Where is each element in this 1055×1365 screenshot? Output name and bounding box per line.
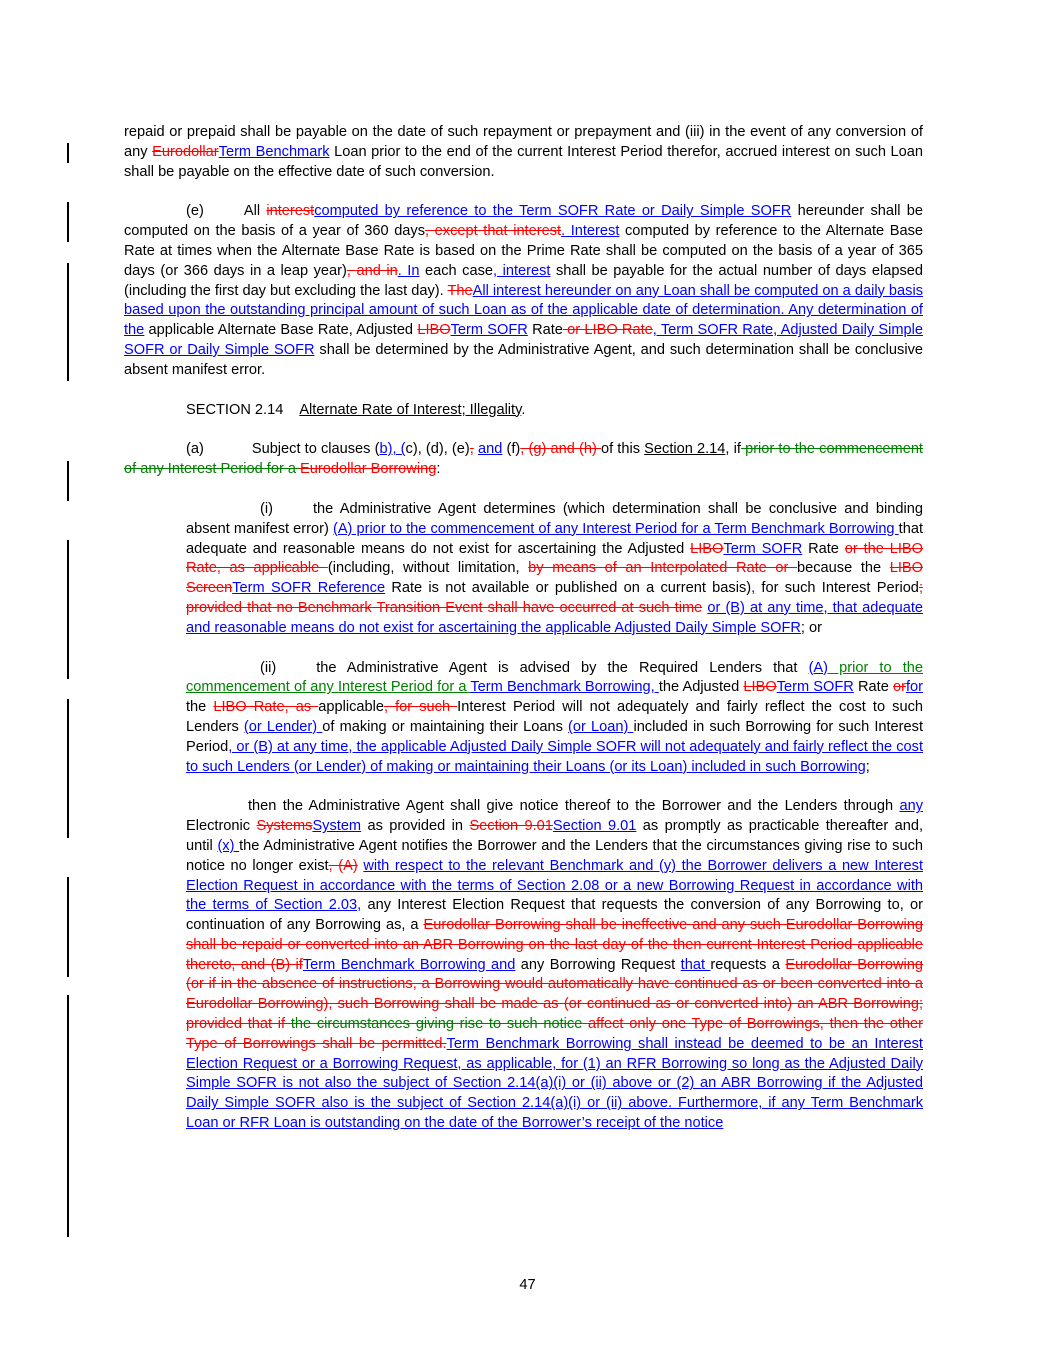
inserted-text: with respect to the relevant Benchmark and (y) the Borrower delivers a new Interest Election Request in accordance with the terms of Section 2.08 or a new Borrowing Request in accordance with the terms of Section 2.03, — [186, 857, 923, 914]
text-run: computed by reference to the Alternate Base Rate at times when the Alternate Base Rate is based on the Prime Rate shall be computed on the basis of a year of 365 days (or 366 days in a leap year) — [124, 223, 924, 279]
change-bar — [67, 461, 69, 501]
deleted-text: or LIBO Rate — [562, 322, 653, 339]
section-title: Alternate Rate of Interest; Illegality — [299, 401, 522, 418]
deleted-text: , for such — [383, 699, 458, 716]
text-run: the Administrative Agent determines (which determination shall be conclusive and binding absent manifest error) — [186, 500, 923, 537]
inserted-text: , — [751, 580, 756, 597]
text-run: as promptly as practicable thereafter and, until — [186, 818, 924, 854]
inserted-text: . Interest — [561, 223, 620, 240]
change-bar — [67, 143, 69, 163]
deleted-text: or the LIBO Rate, as applicable — [186, 540, 924, 577]
change-bar — [67, 877, 69, 977]
paragraph-ii — [186, 659, 923, 778]
change-bar — [67, 263, 69, 381]
text-run: ; — [865, 758, 870, 775]
inserted-text: Term Benchmark Borrowing and — [302, 956, 516, 973]
change-bar — [67, 995, 69, 1237]
text-run: Rate — [853, 679, 893, 696]
text-run: c), (d), (e) — [405, 441, 470, 458]
deleted-text: Systems — [256, 818, 313, 835]
text-run: the — [186, 699, 214, 716]
text-run: All — [243, 203, 267, 220]
text-run: Loan prior to the end of the current Interest Period therefor, accrued interest on such Loan shall be payable on the effective date of such conversion. — [124, 143, 924, 180]
deleted-text: , except that interest — [425, 223, 562, 240]
inserted-text: Term Benchmark — [218, 143, 330, 160]
deleted-text: LIBO Screen — [186, 560, 923, 597]
inserted-text: computed by reference to the Term SOFR Rate or Daily Simple SOFR — [314, 203, 792, 220]
deleted-text: Eurodollar Borrowing (or if in the absence of instructions, a Borrowing would automatically have continued as or been converted into a Eurodollar Borrowing), such Borrowing shall be made as (or continued as or converted into) an ABR Borrowing; provided that if — [186, 956, 923, 1033]
moved-deleted-text: prior to the commencement of any Interest Period for a — [124, 441, 923, 478]
text-run: any Borrowing Request — [515, 956, 681, 973]
deleted-text: The — [447, 282, 473, 299]
inserted-text: (or Lender) — [243, 718, 323, 735]
deleted-text: Section 9.01 — [469, 818, 553, 835]
text-run: any Interest Election Request that requests the conversion of any Borrowing to, or continuation of any Borrowing as, a — [186, 897, 924, 934]
inserted-text: Term Benchmark Borrowing shall instead be deemed to be an Interest Election Request or a Borrowing Request, as applicable, for (1) an RFR Borrowing so long as the Adjusted Daily Simple SOFR is not also the subject of Section 2.14(a)(i) or (ii) above or (2) an ABR Borrowing if the Adjusted Daily Simple SOFR also is the subject of Section 2.14(a)(i) or (ii) above. Furthermore, if any Term Benchmark Loan or RFR Loan is outstanding on the date of the Borrower’s receipt of the notice — [186, 1035, 923, 1132]
deleted-text: ; provided that no Benchmark Transition Event shall have occurred at such time — [186, 580, 923, 616]
paragraph-i — [186, 500, 923, 639]
inserted-text: All interest hereunder on any Loan shall be computed on a daily basis based upon the outstanding principal amount of such Loan as of the applicable date of determination. Any determination of the — [124, 282, 923, 339]
deleted-text: , — [469, 441, 474, 458]
section-number: SECTION 2.14 — [186, 401, 284, 418]
inserted-text: System — [312, 818, 362, 835]
text-run: each case — [419, 262, 494, 279]
deleted-text: Eurodollar Borrowing shall be ineffective and any such Eurodollar Borrowing shall be repaid or converted into an ABR Borrowing on the last day of the then current Interest Period applicable thereto, and (B) if — [186, 917, 923, 973]
inserted-text: (x) — [217, 837, 240, 854]
section-heading — [124, 401, 923, 421]
paragraph-e-text — [124, 203, 923, 377]
deleted-text: by means of an Interpolated Rate or — [528, 560, 798, 577]
deleted-text: affect only one Type of Borrowings, then the other Type of Borrowings shall be permitted. — [186, 1016, 923, 1052]
text-run: Rate — [802, 540, 845, 557]
text-run: the Administrative Agent notifies the Borrower and the Lenders that the circumstances giving rise to such notice no longer exist — [186, 837, 924, 874]
paragraph-interest-conversion — [124, 123, 923, 182]
paragraph-ii-text — [186, 660, 923, 775]
inserted-text: and — [478, 441, 503, 458]
paragraph-a — [124, 440, 923, 480]
deleted-text: , (g) and (h) — [520, 441, 601, 458]
deleted-text: Eurodollar — [152, 143, 219, 160]
inserted-text: for — [905, 679, 923, 696]
text-run: then the Administrative Agent shall give notice thereof to the Borrower and the Lenders through — [248, 798, 900, 815]
text-run: repaid or prepaid shall be payable on the date of such repayment or prepayment and (iii) in the event of any conversion of any — [124, 124, 923, 160]
inserted-text: Term SOFR — [723, 540, 803, 557]
deleted-text: LIBO — [743, 679, 777, 696]
clause-label: (e) — [186, 203, 204, 220]
deleted-text: interest — [266, 203, 315, 220]
paragraph-then — [186, 797, 923, 1134]
deleted-text: LIBO — [417, 322, 451, 339]
inserted-text: any — [899, 798, 923, 815]
deleted-text: LIBO — [690, 540, 724, 557]
change-bar — [67, 699, 69, 838]
inserted-text: . In — [397, 262, 420, 279]
text-run: : — [436, 461, 441, 478]
inserted-text: b), ( — [379, 441, 406, 458]
deleted-text: or — [892, 679, 906, 696]
inserted-text: , interest — [493, 262, 551, 279]
text-run: (f) — [502, 441, 521, 458]
paragraph-a-text — [124, 441, 923, 477]
deleted-text: LIBO Rate, as — [213, 699, 319, 716]
inserted-text: , Term SOFR Rate, Adjusted Daily Simple SOFR or Daily Simple SOFR — [124, 322, 923, 358]
text-run: of making or maintaining their Loans — [322, 718, 569, 735]
text-run: the Adjusted — [658, 679, 744, 696]
text-run: ; or — [800, 619, 822, 636]
inserted-text: (A) prior to the commencement of any Interest Period for a Term Benchmark Borrowing — [332, 520, 899, 537]
deleted-text: Eurodollar Borrowing — [300, 461, 437, 478]
text-run: Rate is not available or published on a current basis) — [385, 580, 752, 597]
text-run: for such Interest Period — [755, 580, 919, 597]
clause-label: (i) — [260, 500, 273, 517]
deleted-text: , and in — [346, 262, 398, 279]
text-run: Rate — [527, 322, 563, 339]
document-body — [124, 123, 923, 1134]
text-run: included in such Borrowing for such Interest Period — [186, 718, 923, 755]
text-run: applicable — [318, 699, 384, 716]
inserted-text: Term SOFR Reference — [232, 580, 386, 597]
text-run: requests a — [710, 956, 786, 973]
text-run: hereunder shall be computed on the basis of a year of 360 days — [124, 203, 923, 240]
text-run: , if — [725, 441, 741, 458]
clause-label: (ii) — [260, 659, 277, 676]
text-run: shall be payable for the actual number of days elapsed (including the first day but excluding the last day). — [124, 262, 924, 299]
text-run: that adequate and reasonable means do not exist for ascertaining the Adjusted — [186, 520, 923, 557]
inserted-text: (A) — [808, 659, 829, 676]
text-run: applicable Alternate Base Rate, Adjusted — [144, 322, 418, 339]
text-run: of this — [600, 441, 645, 458]
text-run: Interest Period will not adequately and fairly reflect the cost to such Lenders — [186, 699, 923, 735]
text-run: as provided in — [361, 818, 470, 835]
page-number: 47 — [519, 1277, 536, 1293]
inserted-text: Term Benchmark Borrowing, — [470, 679, 659, 696]
inserted-text: that — [680, 956, 711, 973]
underlined-text: Section 2.14 — [644, 441, 726, 458]
inserted-text: or (B) at any time, that adequate and reasonable means do not exist for ascertaining the applicable Adjusted Daily Simple SOFR — [186, 599, 924, 636]
text-run: because the — [797, 560, 890, 577]
moved-inserted-text: prior to the commencement of any Interest Period for a — [186, 659, 923, 696]
moved-deleted-text: the circumstances giving rise to such notice — [290, 1016, 583, 1033]
change-bar — [67, 540, 69, 679]
change-bar — [67, 202, 69, 242]
inserted-text: Term SOFR — [776, 679, 854, 696]
text-run: shall be determined by the Administrative Agent, and such determination shall be conclusive absent manifest error. — [124, 341, 923, 378]
inserted-text: Term SOFR — [450, 322, 528, 339]
clause-label: (a) — [186, 441, 204, 458]
inserted-text: , or (B) at any time, the applicable Adjusted Daily Simple SOFR will not adequately and fairly reflect the cost to such Lenders (or Lender) of making or maintaining their Loans (or its Loan) included in such Borrowing — [186, 738, 923, 775]
inserted-text: Section 9.01 — [552, 818, 637, 835]
inserted-text: (or Loan) — [568, 718, 634, 735]
text-run: (including, without limitation, — [327, 560, 529, 577]
text-run: the Administrative Agent is advised by the Required Lenders that — [316, 659, 809, 676]
section-title-period: . — [521, 401, 526, 418]
paragraph-e — [124, 202, 923, 380]
deleted-text: , (A) — [328, 857, 358, 874]
text-run: Electronic — [186, 818, 257, 835]
paragraph-i-text — [186, 501, 923, 636]
text-run: Subject to clauses ( — [251, 441, 380, 458]
